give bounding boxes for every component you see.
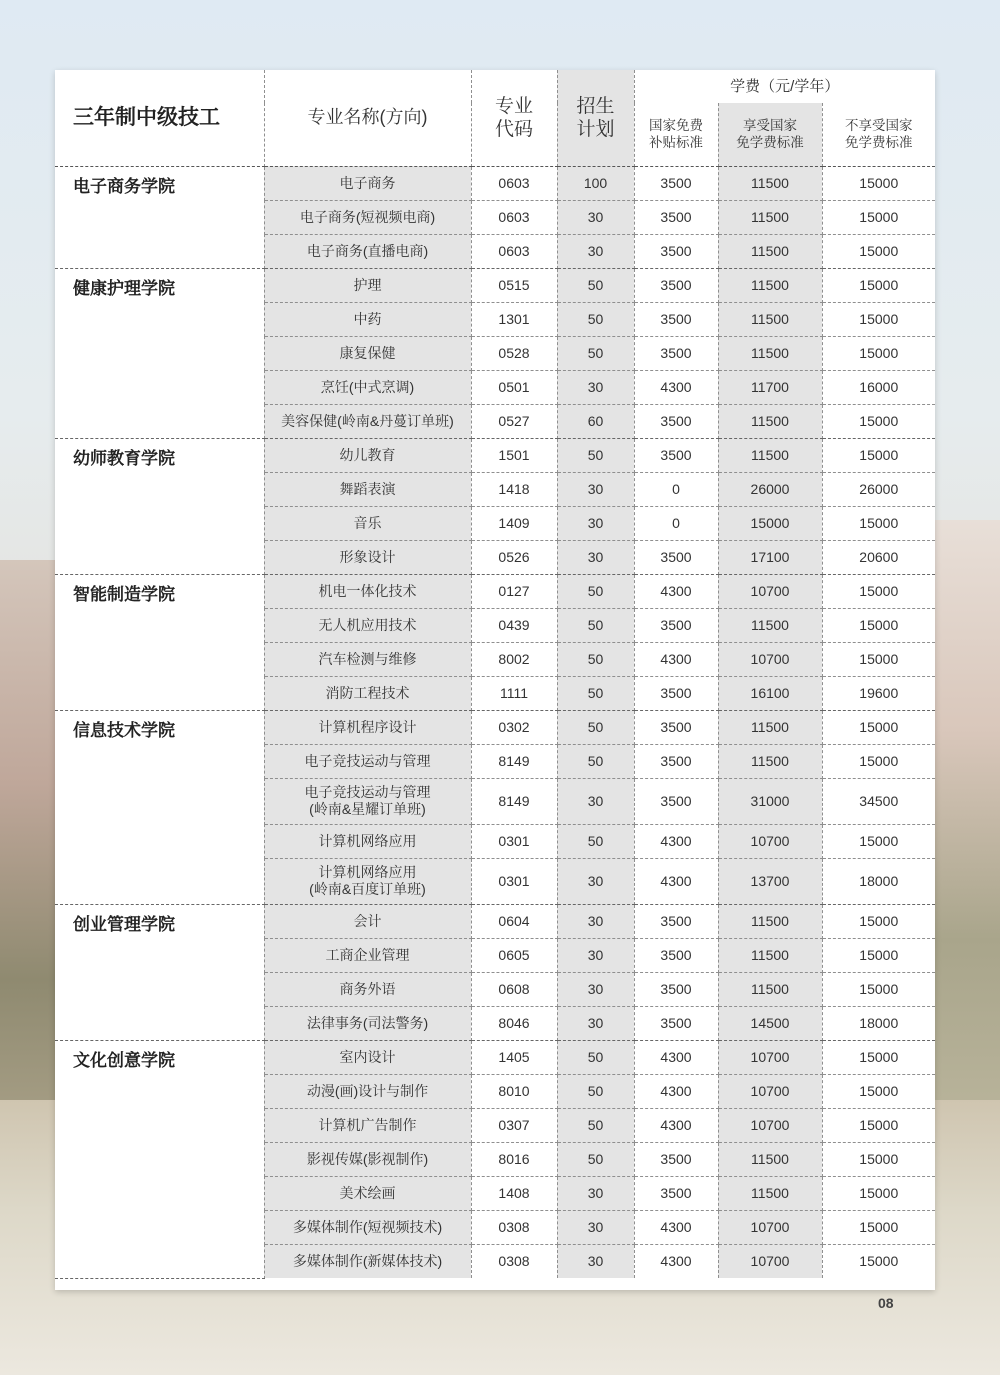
table-row — [55, 1040, 935, 1074]
enrollment-plan-header-line1: 招生 — [576, 95, 615, 117]
major-code-cell: 1418 — [471, 472, 557, 506]
major-name-cell: 烹饪(中式烹调) — [264, 370, 471, 404]
without-exemption-fee-cell: 15000 — [822, 1040, 935, 1074]
without-exemption-header-line1: 不享受国家 — [845, 118, 913, 134]
enrollment-plan-header — [557, 70, 634, 166]
major-code-cell: 8002 — [471, 642, 557, 676]
major-name-cell — [264, 858, 471, 904]
major-name-cell: 机电一体化技术 — [264, 574, 471, 608]
enrollment-plan-cell: 50 — [557, 1074, 634, 1108]
major-name-cell: 电子商务 — [264, 166, 471, 200]
major-code-cell: 0308 — [471, 1210, 557, 1244]
major-name-cell: 汽车检测与维修 — [264, 642, 471, 676]
enrollment-plan-cell: 30 — [557, 506, 634, 540]
national-subsidy-cell: 3500 — [634, 972, 718, 1006]
major-name-cell: 音乐 — [264, 506, 471, 540]
major-code-cell: 0603 — [471, 234, 557, 268]
without-exemption-fee-cell: 15000 — [822, 336, 935, 370]
major-name-cell: 商务外语 — [264, 972, 471, 1006]
college-name: 创业管理学院 — [55, 904, 264, 1040]
enrollment-plan-cell: 50 — [557, 336, 634, 370]
enrollment-plan-cell: 50 — [557, 438, 634, 472]
major-name-cell: 法律事务(司法警务) — [264, 1006, 471, 1040]
without-exemption-fee-cell: 15000 — [822, 642, 935, 676]
national-subsidy-cell: 3500 — [634, 302, 718, 336]
without-exemption-fee-cell: 15000 — [822, 904, 935, 938]
enrollment-plan-cell: 50 — [557, 1108, 634, 1142]
enrollment-plan-cell: 50 — [557, 302, 634, 336]
major-code-cell: 0439 — [471, 608, 557, 642]
national-subsidy-header-line2: 补贴标准 — [649, 135, 703, 151]
major-code-header-line2: 代码 — [494, 118, 533, 140]
with-exemption-fee-cell: 10700 — [718, 1108, 822, 1142]
college-name: 健康护理学院 — [55, 268, 264, 438]
enrollment-plan-cell: 30 — [557, 370, 634, 404]
with-exemption-fee-cell: 10700 — [718, 642, 822, 676]
table-row — [55, 904, 935, 938]
college-name: 电子商务学院 — [55, 166, 264, 268]
page-number: 08 — [878, 1295, 894, 1311]
without-exemption-fee-cell: 15000 — [822, 1108, 935, 1142]
major-code-cell: 1111 — [471, 676, 557, 710]
major-code-cell: 8016 — [471, 1142, 557, 1176]
national-subsidy-cell: 4300 — [634, 642, 718, 676]
enrollment-plan-cell: 50 — [557, 268, 634, 302]
with-exemption-fee-cell: 26000 — [718, 472, 822, 506]
major-code-cell: 0605 — [471, 938, 557, 972]
national-subsidy-cell: 3500 — [634, 1006, 718, 1040]
with-exemption-fee-cell: 11500 — [718, 972, 822, 1006]
table-header — [55, 70, 935, 166]
enrollment-plan-cell: 50 — [557, 608, 634, 642]
major-code-cell: 0302 — [471, 710, 557, 744]
without-exemption-fee-cell: 15000 — [822, 938, 935, 972]
enrollment-plan-cell: 30 — [557, 472, 634, 506]
major-name-cell — [264, 778, 471, 824]
without-exemption-fee-cell: 15000 — [822, 302, 935, 336]
with-exemption-fee-cell: 31000 — [718, 778, 822, 824]
major-name-cell: 电子商务(短视频电商) — [264, 200, 471, 234]
without-exemption-fee-cell: 15000 — [822, 1176, 935, 1210]
without-exemption-fee-cell: 15000 — [822, 1210, 935, 1244]
major-name-cell: 康复保健 — [264, 336, 471, 370]
national-subsidy-cell: 4300 — [634, 1040, 718, 1074]
enrollment-plan-cell: 50 — [557, 1142, 634, 1176]
national-subsidy-cell: 3500 — [634, 540, 718, 574]
national-subsidy-cell: 4300 — [634, 1210, 718, 1244]
major-code-cell: 0301 — [471, 824, 557, 858]
with-exemption-fee-cell: 10700 — [718, 574, 822, 608]
national-subsidy-cell: 3500 — [634, 404, 718, 438]
national-subsidy-cell: 0 — [634, 472, 718, 506]
national-subsidy-cell: 3500 — [634, 438, 718, 472]
with-exemption-fee-cell: 11500 — [718, 710, 822, 744]
major-code-cell: 1301 — [471, 302, 557, 336]
national-subsidy-cell: 0 — [634, 506, 718, 540]
major-name-cell: 动漫(画)设计与制作 — [264, 1074, 471, 1108]
without-exemption-fee-cell: 15000 — [822, 1074, 935, 1108]
major-name-cell: 无人机应用技术 — [264, 608, 471, 642]
background-photo-left — [0, 560, 60, 1120]
major-code-cell: 0603 — [471, 166, 557, 200]
major-code-cell: 0527 — [471, 404, 557, 438]
enrollment-plan-cell: 60 — [557, 404, 634, 438]
with-exemption-fee-cell: 11500 — [718, 438, 822, 472]
without-exemption-fee-cell: 15000 — [822, 268, 935, 302]
enrollment-plan-cell: 30 — [557, 972, 634, 1006]
major-code-header-line1: 专业 — [494, 95, 533, 117]
major-code-cell: 1409 — [471, 506, 557, 540]
major-code-cell: 8010 — [471, 1074, 557, 1108]
tuition-table — [55, 70, 935, 1279]
enrollment-plan-cell: 30 — [557, 540, 634, 574]
page-title: 三年制中级技工 — [55, 70, 264, 166]
without-exemption-fee-cell: 15000 — [822, 574, 935, 608]
major-name-cell: 舞蹈表演 — [264, 472, 471, 506]
without-exemption-fee-cell: 15000 — [822, 438, 935, 472]
with-exemption-fee-cell: 11500 — [718, 166, 822, 200]
national-subsidy-cell: 3500 — [634, 938, 718, 972]
major-name-line1: 电子竞技运动与管理 — [304, 784, 431, 800]
enrollment-plan-cell: 30 — [557, 1210, 634, 1244]
with-exemption-fee-cell: 11500 — [718, 404, 822, 438]
table-row — [55, 438, 935, 472]
enrollment-plan-cell: 30 — [557, 904, 634, 938]
national-subsidy-cell: 4300 — [634, 1108, 718, 1142]
without-exemption-fee-cell: 15000 — [859, 1252, 899, 1269]
without-exemption-fee-cell: 15000 — [822, 608, 935, 642]
college-name: 信息技术学院 — [55, 710, 264, 904]
major-code-cell: 8149 — [471, 744, 557, 778]
with-exemption-header-line2: 免学费标准 — [736, 135, 804, 151]
national-subsidy-cell: 4300 — [634, 574, 718, 608]
enrollment-plan-cell: 50 — [557, 744, 634, 778]
national-subsidy-cell: 3500 — [634, 744, 718, 778]
major-name-cell: 形象设计 — [264, 540, 471, 574]
enrollment-plan-cell: 30 — [557, 938, 634, 972]
college-name: 幼师教育学院 — [55, 438, 264, 574]
national-subsidy-cell: 3500 — [634, 234, 718, 268]
major-name-line2: (岭南&百度订单班) — [309, 881, 426, 897]
without-exemption-header-line2: 免学费标准 — [845, 135, 913, 151]
without-exemption-fee-cell: 19600 — [822, 676, 935, 710]
without-exemption-fee-cell: 15000 — [822, 166, 935, 200]
national-subsidy-cell: 3500 — [634, 268, 718, 302]
major-name-cell: 计算机程序设计 — [264, 710, 471, 744]
table-row — [55, 710, 935, 744]
major-name-cell: 影视传媒(影视制作) — [264, 1142, 471, 1176]
national-subsidy-cell: 3500 — [634, 710, 718, 744]
with-exemption-fee-cell: 11700 — [718, 370, 822, 404]
national-subsidy-cell: 3500 — [634, 200, 718, 234]
without-exemption-fee-cell: 18000 — [822, 1006, 935, 1040]
major-code-cell: 0603 — [471, 200, 557, 234]
major-name-cell: 室内设计 — [264, 1040, 471, 1074]
without-exemption-fee-cell: 15000 — [822, 744, 935, 778]
major-code-cell: 0308 — [471, 1244, 557, 1278]
without-exemption-fee-cell: 15000 — [822, 710, 935, 744]
major-code-cell: 0127 — [471, 574, 557, 608]
with-exemption-fee-cell: 17100 — [718, 540, 822, 574]
with-exemption-fee-cell: 11500 — [718, 938, 822, 972]
college-name: 文化创意学院 — [55, 1040, 264, 1278]
without-exemption-fee-cell: 15000 — [822, 200, 935, 234]
major-code-cell: 0301 — [471, 858, 557, 904]
enrollment-plan-cell: 100 — [557, 166, 634, 200]
without-exemption-fee-cell: 20600 — [822, 540, 935, 574]
major-code-cell: 8149 — [471, 778, 557, 824]
table-row — [55, 166, 935, 200]
with-exemption-header — [718, 103, 822, 166]
table-row — [55, 268, 935, 302]
without-exemption-fee-cell: 26000 — [822, 472, 935, 506]
major-code-cell: 1405 — [471, 1040, 557, 1074]
national-subsidy-header — [634, 103, 718, 166]
without-exemption-fee-cell: 18000 — [822, 858, 935, 904]
major-name-cell: 工商企业管理 — [264, 938, 471, 972]
without-exemption-fee-cell: 15000 — [822, 404, 935, 438]
enrollment-plan-cell: 30 — [557, 234, 634, 268]
enrollment-plan-cell: 50 — [557, 1040, 634, 1074]
table-body — [55, 166, 935, 1278]
major-code-cell: 0515 — [471, 268, 557, 302]
national-subsidy-cell: 3500 — [634, 336, 718, 370]
enrollment-plan-cell: 30 — [557, 858, 634, 904]
with-exemption-fee-cell: 10700 — [718, 1074, 822, 1108]
without-exemption-fee-cell: 15000 — [822, 1142, 935, 1176]
major-code-cell: 1408 — [471, 1176, 557, 1210]
with-exemption-fee-cell: 11500 — [718, 1176, 822, 1210]
major-name-cell: 计算机网络应用 — [264, 824, 471, 858]
major-name-cell: 多媒体制作(短视频技术) — [264, 1210, 471, 1244]
major-name-cell: 电子竞技运动与管理 — [264, 744, 471, 778]
enrollment-plan-cell: 30 — [557, 778, 634, 824]
with-exemption-fee-cell: 11500 — [718, 336, 822, 370]
major-name-cell: 中药 — [264, 302, 471, 336]
table-row — [55, 574, 935, 608]
national-subsidy-header-line1: 国家免费 — [649, 118, 703, 134]
major-name-cell: 电子商务(直播电商) — [264, 234, 471, 268]
national-subsidy-cell: 4300 — [634, 824, 718, 858]
major-code-cell: 1501 — [471, 438, 557, 472]
with-exemption-header-line1: 享受国家 — [743, 118, 797, 134]
major-name-cell: 幼儿教育 — [264, 438, 471, 472]
major-name-cell: 会计 — [264, 904, 471, 938]
national-subsidy-cell: 4300 — [634, 858, 718, 904]
with-exemption-fee-cell: 11500 — [718, 234, 822, 268]
with-exemption-fee-cell: 16100 — [718, 676, 822, 710]
major-name-cell: 美术绘画 — [264, 1176, 471, 1210]
with-exemption-fee-cell: 11500 — [718, 608, 822, 642]
national-subsidy-cell: 3500 — [634, 676, 718, 710]
enrollment-plan-cell: 50 — [557, 676, 634, 710]
with-exemption-fee-cell: 11500 — [718, 1142, 822, 1176]
national-subsidy-cell: 4300 — [634, 370, 718, 404]
with-exemption-fee-cell: 11500 — [718, 268, 822, 302]
national-subsidy-cell: 3500 — [634, 904, 718, 938]
national-subsidy-cell: 3500 — [634, 1176, 718, 1210]
with-exemption-fee-cell: 10700 — [718, 1244, 822, 1278]
without-exemption-fee-cell: 15000 — [822, 506, 935, 540]
enrollment-plan-header-line2: 计划 — [576, 118, 615, 140]
enrollment-plan-cell: 50 — [557, 642, 634, 676]
major-code-cell: 0528 — [471, 336, 557, 370]
national-subsidy-cell: 4300 — [634, 1074, 718, 1108]
with-exemption-fee-cell: 11500 — [718, 904, 822, 938]
major-code-cell: 0526 — [471, 540, 557, 574]
national-subsidy-cell: 3500 — [634, 166, 718, 200]
enrollment-plan-cell: 50 — [557, 574, 634, 608]
without-exemption-fee-cell: 15000 — [822, 972, 935, 1006]
major-name-line2: (岭南&星耀订单班) — [309, 801, 426, 817]
major-name-header: 专业名称(方向) — [264, 70, 471, 166]
major-name-cell: 消防工程技术 — [264, 676, 471, 710]
national-subsidy-cell: 3500 — [634, 1142, 718, 1176]
with-exemption-fee-cell: 15000 — [718, 506, 822, 540]
tuition-table-card — [55, 70, 935, 1290]
enrollment-plan-cell: 50 — [557, 824, 634, 858]
background-photo-right — [930, 520, 1000, 1120]
major-name-line1: 计算机网络应用 — [318, 864, 417, 880]
with-exemption-fee-cell: 11500 — [718, 302, 822, 336]
major-name-cell: 护理 — [264, 268, 471, 302]
enrollment-plan-cell: 30 — [557, 1176, 634, 1210]
with-exemption-fee-cell: 10700 — [718, 824, 822, 858]
national-subsidy-cell: 3500 — [634, 778, 718, 824]
major-code-cell: 0501 — [471, 370, 557, 404]
college-name: 智能制造学院 — [55, 574, 264, 710]
major-code-cell: 8046 — [471, 1006, 557, 1040]
with-exemption-fee-cell: 11500 — [718, 200, 822, 234]
major-name-cell: 计算机广告制作 — [264, 1108, 471, 1142]
without-exemption-fee-cell: 15000 — [822, 234, 935, 268]
major-name-cell: 多媒体制作(新媒体技术) — [264, 1244, 471, 1278]
enrollment-plan-cell: 50 — [557, 710, 634, 744]
without-exemption-header — [822, 103, 935, 166]
major-code-header — [471, 70, 557, 166]
major-name-cell: 美容保健(岭南&丹蔓订单班) — [264, 404, 471, 438]
enrollment-plan-cell: 30 — [557, 1006, 634, 1040]
major-code-cell: 0307 — [471, 1108, 557, 1142]
with-exemption-fee-cell: 13700 — [718, 858, 822, 904]
major-code-cell: 0608 — [471, 972, 557, 1006]
with-exemption-fee-cell: 14500 — [718, 1006, 822, 1040]
without-exemption-fee-cell: 34500 — [822, 778, 935, 824]
with-exemption-fee-cell: 10700 — [718, 1210, 822, 1244]
enrollment-plan-cell: 30 — [557, 200, 634, 234]
tuition-group-header: 学费（元/学年） — [730, 78, 840, 95]
without-exemption-fee-cell: 16000 — [822, 370, 935, 404]
with-exemption-fee-cell: 10700 — [718, 1040, 822, 1074]
national-subsidy-cell: 3500 — [634, 608, 718, 642]
national-subsidy-cell: 4300 — [634, 1244, 718, 1278]
enrollment-plan-cell: 30 — [557, 1244, 634, 1278]
major-code-cell: 0604 — [471, 904, 557, 938]
with-exemption-fee-cell: 11500 — [718, 744, 822, 778]
without-exemption-fee-cell: 15000 — [822, 824, 935, 858]
